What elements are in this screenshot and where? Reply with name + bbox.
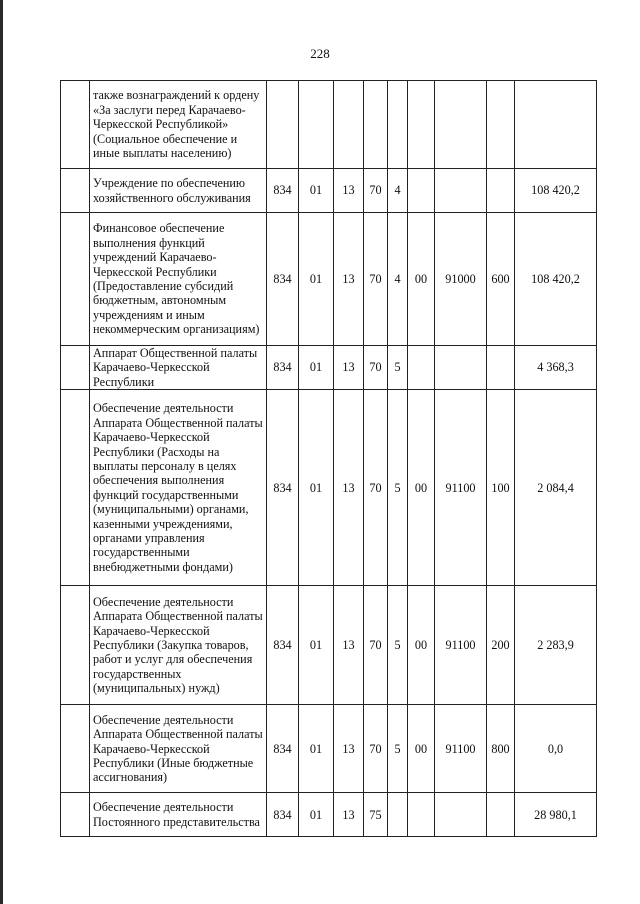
row-expense-type: 200 — [487, 586, 515, 705]
row-section-code: 01 — [299, 390, 334, 586]
row-ministry-code: 834 — [267, 213, 299, 346]
row-program-code: 70 — [364, 390, 388, 586]
row-direction-code — [435, 81, 487, 169]
table-body — [61, 81, 597, 837]
table-row — [61, 705, 597, 793]
table-row — [61, 169, 597, 213]
row-amount: 4 368,3 — [515, 346, 597, 390]
row-direction-code: 91100 — [435, 390, 487, 586]
row-amount: 2 084,4 — [515, 390, 597, 586]
row-section-code: 01 — [299, 705, 334, 793]
row-subsection-code — [334, 81, 364, 169]
row-direction-prefix: 00 — [408, 213, 435, 346]
row-subprogram-code: 5 — [388, 346, 408, 390]
row-amount: 108 420,2 — [515, 169, 597, 213]
row-subprogram-code: 5 — [388, 586, 408, 705]
row-direction-prefix — [408, 169, 435, 213]
row-expense-type — [487, 169, 515, 213]
row-direction-prefix — [408, 793, 435, 837]
row-direction-code: 91100 — [435, 586, 487, 705]
row-expense-type — [487, 346, 515, 390]
table-row — [61, 213, 597, 346]
row-expense-type — [487, 793, 515, 837]
row-section-code: 01 — [299, 213, 334, 346]
row-subsection-code: 13 — [334, 346, 364, 390]
row-subprogram-code: 5 — [388, 705, 408, 793]
row-program-code: 70 — [364, 346, 388, 390]
row-program-code: 70 — [364, 586, 388, 705]
table-row — [61, 586, 597, 705]
row-expense-type: 600 — [487, 213, 515, 346]
row-ministry-code: 834 — [267, 169, 299, 213]
row-subprogram-code — [388, 81, 408, 169]
row-subsection-code: 13 — [334, 169, 364, 213]
row-indent-cell — [61, 586, 90, 705]
row-direction-code — [435, 169, 487, 213]
row-section-code: 01 — [299, 586, 334, 705]
row-direction-code — [435, 346, 487, 390]
row-program-code — [364, 81, 388, 169]
row-subprogram-code: 5 — [388, 390, 408, 586]
table-row — [61, 390, 597, 586]
row-name: Обеспечение деятельности Аппарата Общественной палаты Карачаево-Черкесской Республики (Закупка товаров, работ и услуг для обеспечения государственных (муниципальных) нужд) — [90, 586, 267, 705]
row-name: Обеспечение деятельности Постоянного представительства — [90, 793, 267, 837]
row-indent-cell — [61, 705, 90, 793]
row-name: Учреждение по обеспечению хозяйственного обслуживания — [90, 169, 267, 213]
row-subsection-code: 13 — [334, 213, 364, 346]
row-section-code: 01 — [299, 346, 334, 390]
row-program-code: 75 — [364, 793, 388, 837]
row-amount: 2 283,9 — [515, 586, 597, 705]
row-name: Аппарат Общественной палаты Карачаево-Черкесской Республики — [90, 346, 267, 390]
row-section-code — [299, 81, 334, 169]
row-indent-cell — [61, 793, 90, 837]
row-indent-cell — [61, 213, 90, 346]
row-program-code: 70 — [364, 169, 388, 213]
row-ministry-code — [267, 81, 299, 169]
row-direction-prefix: 00 — [408, 586, 435, 705]
row-expense-type — [487, 81, 515, 169]
row-subprogram-code: 4 — [388, 213, 408, 346]
row-ministry-code: 834 — [267, 705, 299, 793]
row-subprogram-code: 4 — [388, 169, 408, 213]
row-direction-prefix: 00 — [408, 390, 435, 586]
row-direction-prefix — [408, 81, 435, 169]
table-row — [61, 346, 597, 390]
row-program-code: 70 — [364, 213, 388, 346]
table-row — [61, 81, 597, 169]
row-section-code: 01 — [299, 793, 334, 837]
row-direction-prefix: 00 — [408, 705, 435, 793]
row-ministry-code: 834 — [267, 586, 299, 705]
row-subsection-code: 13 — [334, 793, 364, 837]
row-name: Обеспечение деятельности Аппарата Общественной палаты Карачаево-Черкесской Республики (Расходы на выплаты персоналу в целях обеспечения выполнения функций государственными (муниципальными) органами, казенными учреждениями, органами управления государственными внебюджетными фондами) — [90, 390, 267, 586]
row-direction-prefix — [408, 346, 435, 390]
row-direction-code: 91000 — [435, 213, 487, 346]
row-indent-cell — [61, 346, 90, 390]
row-subprogram-code — [388, 793, 408, 837]
row-name: Обеспечение деятельности Аппарата Общественной палаты Карачаево-Черкесской Республики (Иные бюджетные ассигнования) — [90, 705, 267, 793]
row-subsection-code: 13 — [334, 390, 364, 586]
row-ministry-code: 834 — [267, 390, 299, 586]
row-indent-cell — [61, 169, 90, 213]
row-amount: 108 420,2 — [515, 213, 597, 346]
row-subsection-code: 13 — [334, 705, 364, 793]
row-amount — [515, 81, 597, 169]
page-left-edge — [0, 0, 3, 904]
row-name: также вознаграждений к ордену «За заслуги перед Карачаево-Черкесской Республикой» (Социальное обеспечение и иные выплаты населению) — [90, 81, 267, 169]
page-number: 228 — [310, 46, 330, 61]
row-amount: 28 980,1 — [515, 793, 597, 837]
row-ministry-code: 834 — [267, 346, 299, 390]
row-direction-code: 91100 — [435, 705, 487, 793]
row-ministry-code: 834 — [267, 793, 299, 837]
row-expense-type: 800 — [487, 705, 515, 793]
row-section-code: 01 — [299, 169, 334, 213]
row-indent-cell — [61, 81, 90, 169]
row-program-code: 70 — [364, 705, 388, 793]
table-row — [61, 793, 597, 837]
row-expense-type: 100 — [487, 390, 515, 586]
row-direction-code — [435, 793, 487, 837]
row-subsection-code: 13 — [334, 586, 364, 705]
budget-table — [60, 80, 597, 837]
row-amount: 0,0 — [515, 705, 597, 793]
row-name: Финансовое обеспечение выполнения функций учреждений Карачаево-Черкесской Республики (Предоставление субсидий бюджетным, автономным учреждениям и иным некоммерческим организациям) — [90, 213, 267, 346]
row-indent-cell — [61, 390, 90, 586]
